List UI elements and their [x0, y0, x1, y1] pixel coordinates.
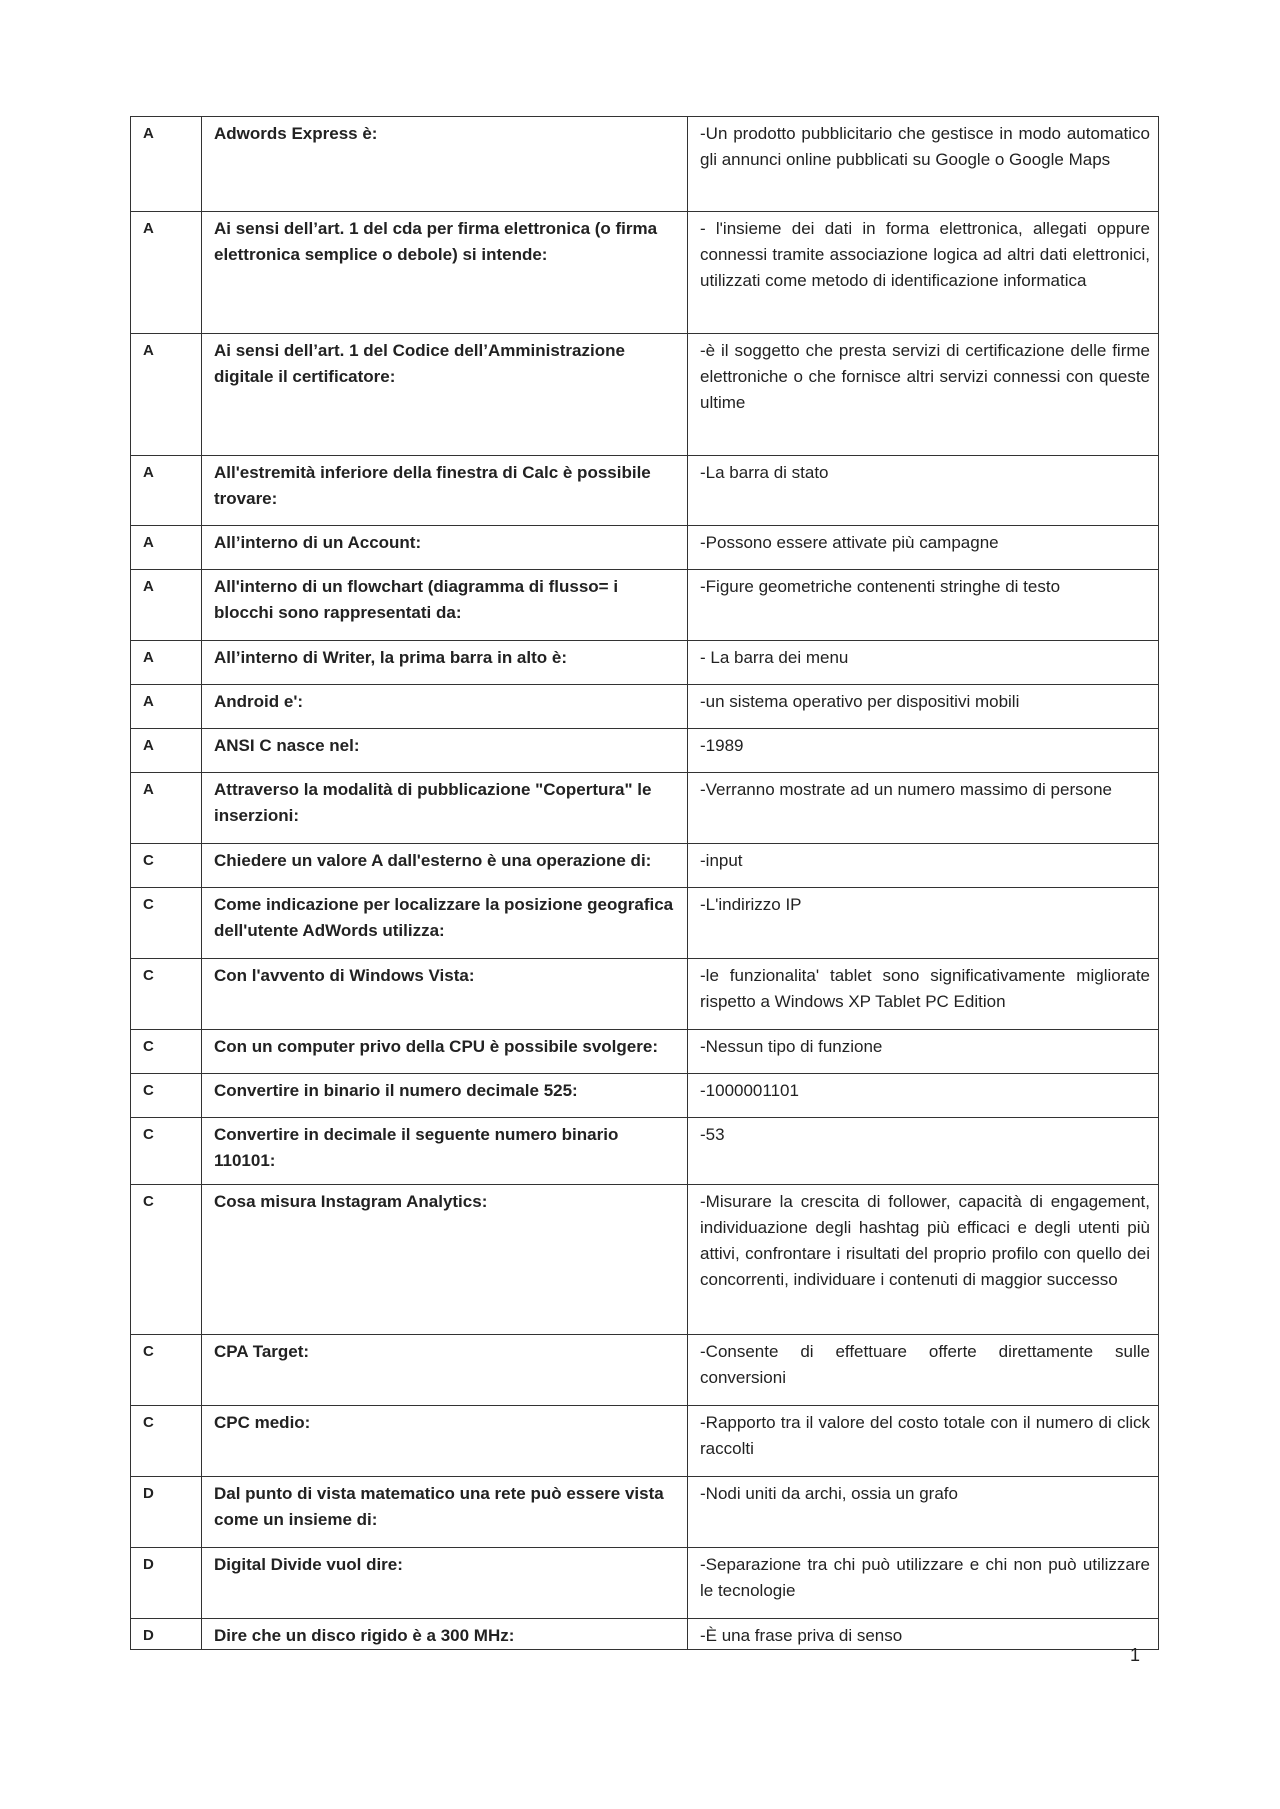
answer-cell: -1989 — [688, 729, 1159, 773]
question-cell: Attraverso la modalità di pubblicazione "Copertura" le inserzioni: — [202, 773, 688, 844]
question-cell: CPC medio: — [202, 1406, 688, 1477]
table-row — [131, 334, 1159, 456]
letter-cell: C — [131, 1030, 202, 1074]
question-cell: Convertire in binario il numero decimale 525: — [202, 1074, 688, 1118]
answer-cell: -La barra di stato — [688, 456, 1159, 526]
table-row — [131, 959, 1159, 1030]
question-cell: All’interno di Writer, la prima barra in alto è: — [202, 641, 688, 685]
answer-cell: -Figure geometriche contenenti stringhe di testo — [688, 570, 1159, 641]
answer-cell: -input — [688, 844, 1159, 888]
answer-cell: -Verranno mostrate ad un numero massimo di persone — [688, 773, 1159, 844]
table-row — [131, 773, 1159, 844]
question-cell: Adwords Express è: — [202, 117, 688, 212]
table-row — [131, 456, 1159, 526]
letter-cell: D — [131, 1477, 202, 1548]
letter-cell: D — [131, 1548, 202, 1619]
table-row — [131, 641, 1159, 685]
letter-cell: A — [131, 773, 202, 844]
letter-cell: A — [131, 334, 202, 456]
question-cell: Digital Divide vuol dire: — [202, 1548, 688, 1619]
letter-cell: A — [131, 212, 202, 334]
letter-cell: D — [131, 1619, 202, 1650]
qa-table — [130, 116, 1159, 1650]
answer-cell: -53 — [688, 1118, 1159, 1185]
question-cell: All'estremità inferiore della finestra di Calc è possibile trovare: — [202, 456, 688, 526]
question-cell: Ai sensi dell’art. 1 del cda per firma elettronica (o firma elettronica semplice o debole) si intende: — [202, 212, 688, 334]
question-cell: Con un computer privo della CPU è possibile svolgere: — [202, 1030, 688, 1074]
question-cell: Ai sensi dell’art. 1 del Codice dell’Amministrazione digitale il certificatore: — [202, 334, 688, 456]
table-row — [131, 1074, 1159, 1118]
question-cell: Con l'avvento di Windows Vista: — [202, 959, 688, 1030]
question-cell: Chiedere un valore A dall'esterno è una operazione di: — [202, 844, 688, 888]
letter-cell: C — [131, 1118, 202, 1185]
question-cell: All’interno di un Account: — [202, 526, 688, 570]
question-cell: CPA Target: — [202, 1335, 688, 1406]
question-cell: Come indicazione per localizzare la posizione geografica dell'utente AdWords utilizza: — [202, 888, 688, 959]
answer-cell: -Un prodotto pubblicitario che gestisce in modo automatico gli annunci online pubblicati su Google o Google Maps — [688, 117, 1159, 212]
letter-cell: C — [131, 1074, 202, 1118]
letter-cell: A — [131, 117, 202, 212]
answer-cell: -Nessun tipo di funzione — [688, 1030, 1159, 1074]
question-cell: Convertire in decimale il seguente numero binario 110101: — [202, 1118, 688, 1185]
table-row — [131, 212, 1159, 334]
answer-cell: -un sistema operativo per dispositivi mobili — [688, 685, 1159, 729]
question-cell: Cosa misura Instagram Analytics: — [202, 1185, 688, 1335]
table-row — [131, 1335, 1159, 1406]
page-number: 1 — [1130, 1645, 1141, 1665]
question-cell: Dal punto di vista matematico una rete può essere vista come un insieme di: — [202, 1477, 688, 1548]
table-row — [131, 1030, 1159, 1074]
table-row — [131, 888, 1159, 959]
table-row — [131, 685, 1159, 729]
letter-cell: A — [131, 456, 202, 526]
answer-cell: -le funzionalita' tablet sono significativamente migliorate rispetto a Windows XP Tablet PC Edition — [688, 959, 1159, 1030]
question-cell: Android e': — [202, 685, 688, 729]
table-row — [131, 1118, 1159, 1185]
table-row — [131, 1619, 1159, 1650]
table-row — [131, 570, 1159, 641]
answer-cell: -Rapporto tra il valore del costo totale con il numero di click raccolti — [688, 1406, 1159, 1477]
question-cell: ANSI C nasce nel: — [202, 729, 688, 773]
letter-cell: C — [131, 959, 202, 1030]
table-row — [131, 1548, 1159, 1619]
answer-cell: - La barra dei menu — [688, 641, 1159, 685]
answer-cell: -Possono essere attivate più campagne — [688, 526, 1159, 570]
letter-cell: C — [131, 1335, 202, 1406]
letter-cell: C — [131, 1185, 202, 1335]
answer-cell: -È una frase priva di senso — [688, 1619, 1159, 1650]
table-row — [131, 1185, 1159, 1335]
answer-cell: -L'indirizzo IP — [688, 888, 1159, 959]
letter-cell: A — [131, 685, 202, 729]
answer-cell: - l'insieme dei dati in forma elettronica, allegati oppure connessi tramite associazione logica ad altri dati elettronici, utilizzati come metodo di identificazione informatica — [688, 212, 1159, 334]
letter-cell: C — [131, 844, 202, 888]
letter-cell: A — [131, 641, 202, 685]
table-row — [131, 844, 1159, 888]
answer-cell: -è il soggetto che presta servizi di certificazione delle firme elettroniche o che fornisce altri servizi connessi con queste ultime — [688, 334, 1159, 456]
letter-cell: A — [131, 526, 202, 570]
letter-cell: C — [131, 888, 202, 959]
letter-cell: A — [131, 729, 202, 773]
answer-cell: -Separazione tra chi può utilizzare e chi non può utilizzare le tecnologie — [688, 1548, 1159, 1619]
table-row — [131, 117, 1159, 212]
answer-cell: -1000001101 — [688, 1074, 1159, 1118]
table-row — [131, 526, 1159, 570]
answer-cell: -Misurare la crescita di follower, capacità di engagement, individuazione degli hashtag più efficaci e degli utenti più attivi, confrontare i risultati del proprio profilo con quello dei concorrenti, individuare i contenuti di maggior successo — [688, 1185, 1159, 1335]
letter-cell: C — [131, 1406, 202, 1477]
table-row — [131, 1406, 1159, 1477]
answer-cell: -Nodi uniti da archi, ossia un grafo — [688, 1477, 1159, 1548]
table-row — [131, 729, 1159, 773]
question-cell: All'interno di un flowchart (diagramma di flusso= i blocchi sono rappresentati da: — [202, 570, 688, 641]
letter-cell: A — [131, 570, 202, 641]
question-cell: Dire che un disco rigido è a 300 MHz: — [202, 1619, 688, 1650]
answer-cell: -Consente di effettuare offerte direttamente sulle conversioni — [688, 1335, 1159, 1406]
table-row — [131, 1477, 1159, 1548]
